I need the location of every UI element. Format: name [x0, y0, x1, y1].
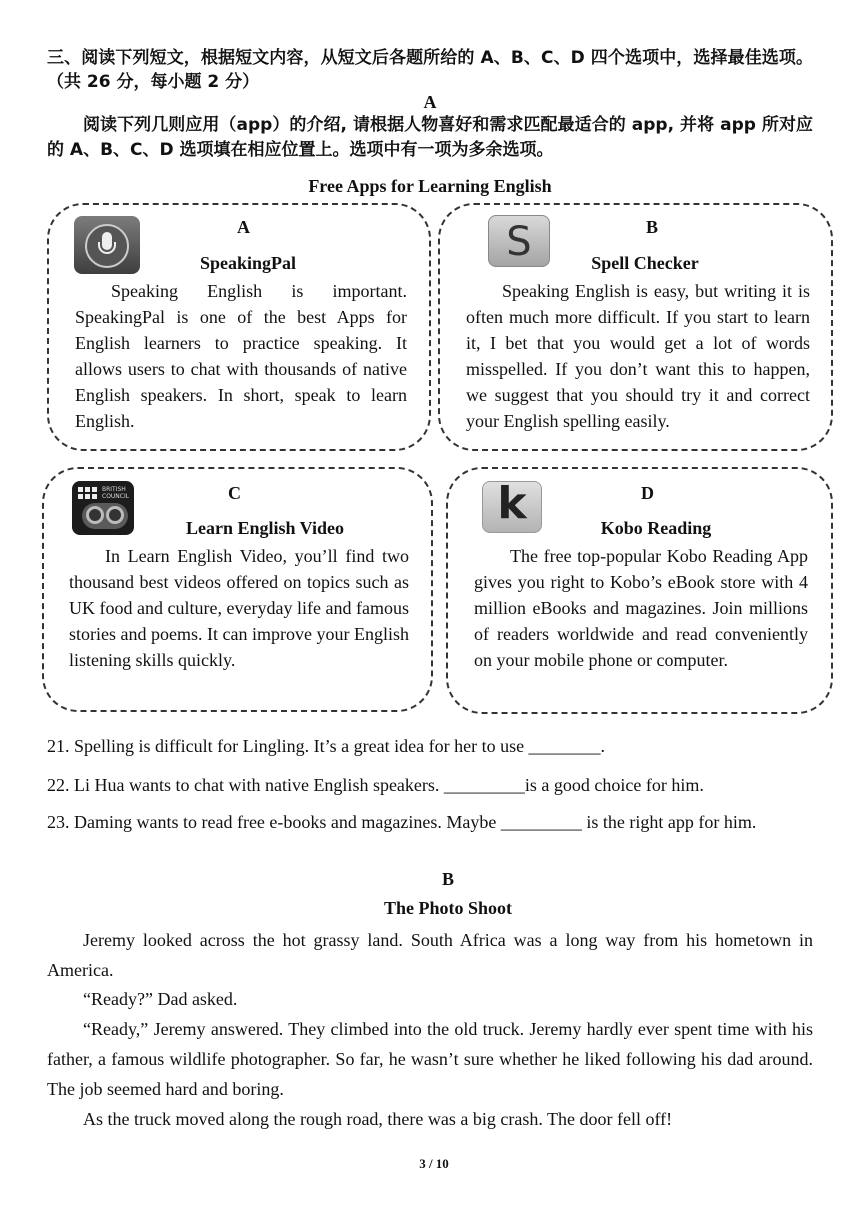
part-b-letter: B: [441, 869, 454, 889]
part-a-instruction: 阅读下列几则应用（app）的介绍, 请根据人物喜好和需求匹配最适合的 app, 并将 app 所对应的 A、B、C、D 选项填在相应位置上。选项中有一项为多余选项。: [47, 115, 813, 160]
page-number: 3 / 10: [419, 1156, 449, 1171]
app-letter: A: [237, 217, 250, 237]
app-letter: D: [641, 483, 654, 503]
story-paragraph: As the truck moved along the rough road, there was a big crash. The door fell off!: [83, 1109, 673, 1129]
app-name: Kobo Reading: [600, 518, 712, 538]
app-card-d: [446, 467, 833, 714]
app-description: Speaking English is important. SpeakingPal is one of the best Apps for English learners to practice speaking. It allows users to chat with thousands of native English speakers. In short, speak to learn English.: [75, 281, 407, 431]
app-name: Learn English Video: [185, 518, 345, 538]
app-letter: C: [228, 483, 241, 503]
story-paragraph: “Ready,” Jeremy answered. They climbed into the old truck. Jeremy hardly ever spent time with his father, a famous wildlife photographer. So far, he wasn’t sure whether he liked following his dad around. The job seemed hard and boring.: [47, 1019, 813, 1099]
app-description: The free top-popular Kobo Reading App gives you right to Kobo’s eBook store with 4 million eBooks and magazines. Join millions of readers worldwide and read conveniently on your mobile phone or computer.: [474, 546, 808, 670]
section-heading: 三、阅读下列短文，根据短文内容，从短文后各题所给的 A、B、C、D 四个选项中，选择最佳选项。（共 26 分，每小题 2 分）: [47, 48, 813, 92]
app-name: SpeakingPal: [199, 253, 297, 273]
app-description: In Learn English Video, you’ll find two thousand best videos offered on topics such as UK food and culture, everyday life and famous stories and poems. It can improve your English listening skills quickly.: [69, 546, 409, 670]
story-paragraph: “Ready?” Dad asked.: [83, 989, 238, 1009]
app-card-c: [42, 467, 433, 712]
app-card-a: [47, 203, 431, 451]
story-paragraph: Jeremy looked across the hot grassy land. South Africa was a long way from his hometown in America.: [47, 930, 813, 980]
part-a-letter: A: [423, 92, 437, 112]
app-letter: B: [646, 217, 659, 237]
part-a-title: Free Apps for Learning English: [308, 176, 552, 196]
question-22: 22. Li Hua wants to chat with native English speakers. _________is a good choice for him.: [47, 775, 704, 795]
part-b-title: The Photo Shoot: [383, 898, 513, 918]
letter-s-icon: S: [488, 215, 550, 267]
app-name: Spell Checker: [591, 253, 699, 273]
app-description: Speaking English is easy, but writing it is often much more difficult. If you start to learn it, I bet that you would get a lot of words misspelled. If you don’t want this to happen, we suggest that you should try it and correct your English spelling easily.: [466, 281, 810, 431]
question-23: 23. Daming wants to read free e-books and magazines. Maybe _________ is the right app for him.: [47, 812, 757, 832]
letter-k-icon: k: [482, 481, 542, 533]
icon-text: BRITISH COUNCIL: [102, 486, 130, 500]
app-card-b: [438, 203, 833, 451]
question-21: 21. Spelling is difficult for Lingling. It’s a great idea for her to use ________.: [47, 736, 606, 756]
